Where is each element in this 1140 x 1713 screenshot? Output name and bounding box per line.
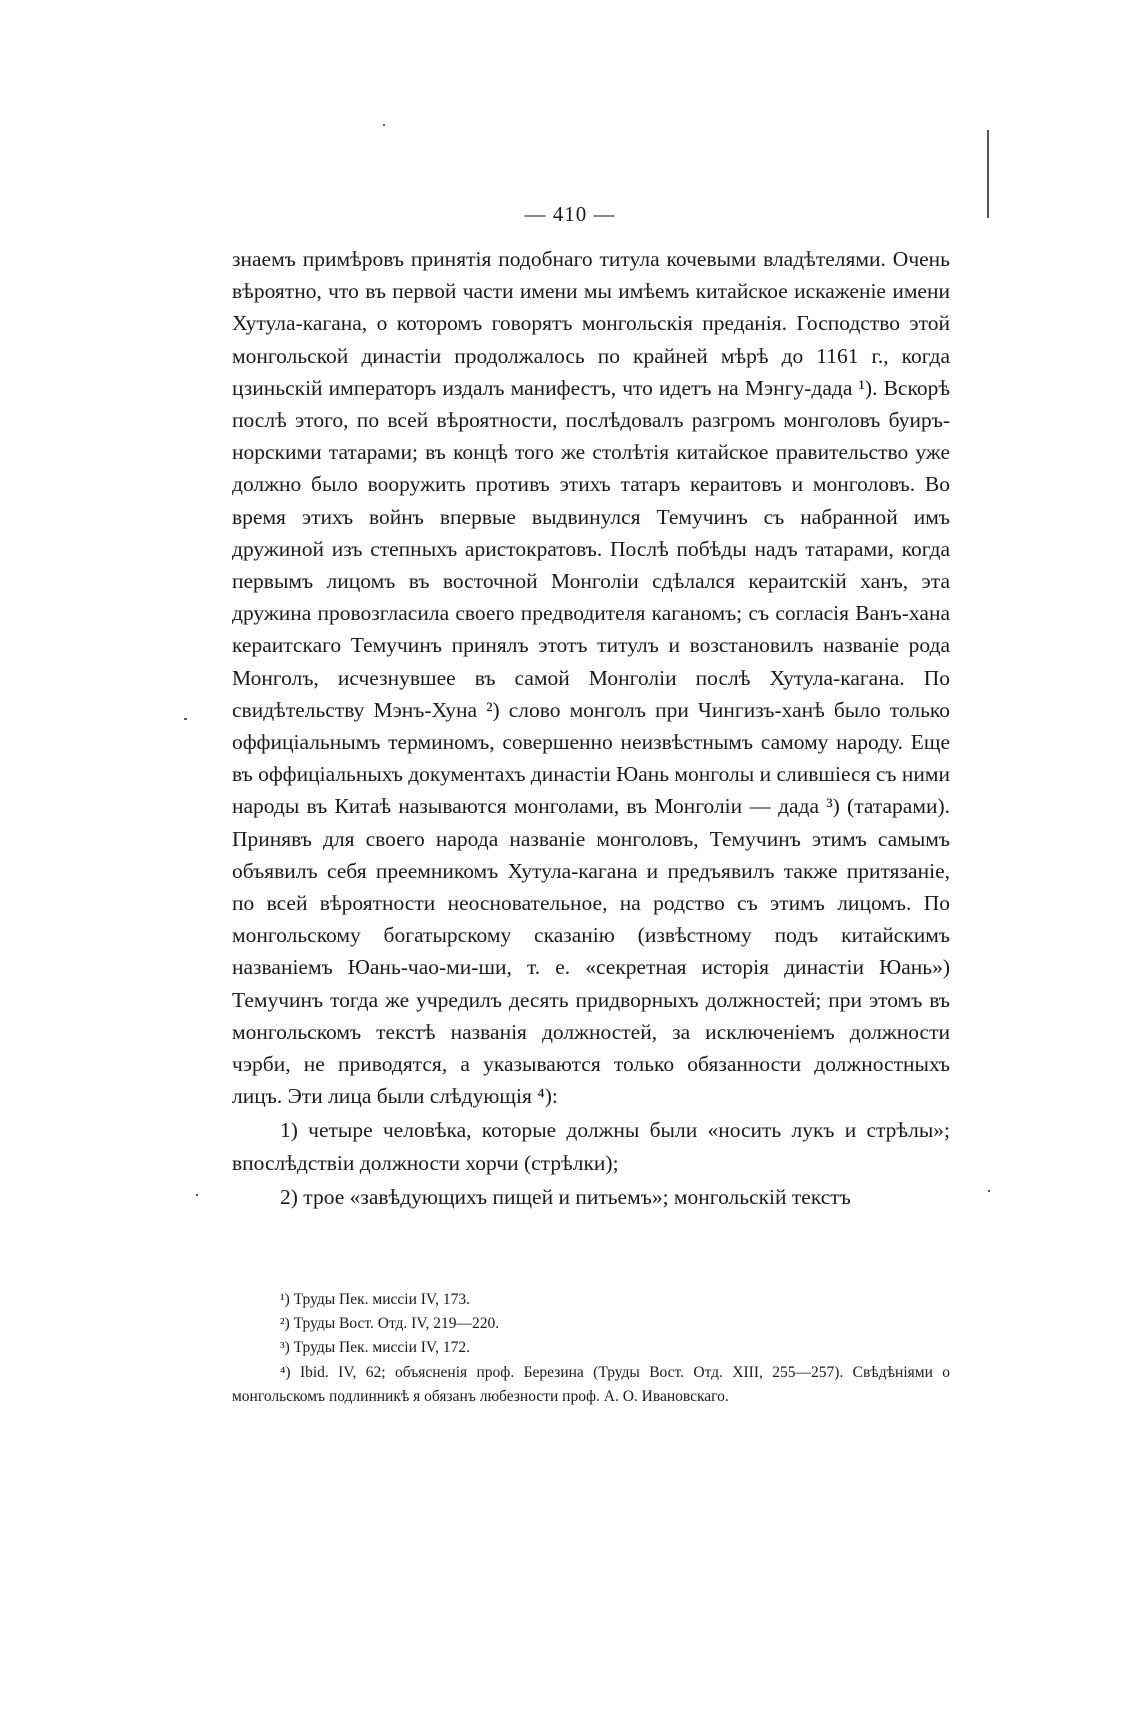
page-number: — 410 — <box>524 202 616 226</box>
footnote: ³) Труды Пек. миссіи IV, 172. <box>280 1339 470 1357</box>
list-item: 1) четыре человѣка, которые должны были «носить лукъ и стрѣлы»; впослѣдствіи должности хорчи (стрѣлки); <box>232 1118 950 1175</box>
list-item: 2) трое «завѣдующихъ пищей и питьемъ»; монгольскій текстъ <box>280 1184 851 1209</box>
footnotes <box>232 1288 950 1409</box>
footnote: ²) Труды Вост. Отд. IV, 219—220. <box>280 1315 500 1333</box>
body-text <box>232 243 950 1213</box>
main-paragraph: знаемъ примѣровъ принятія подобнаго титула кочевыми владѣтелями. Очень вѣроятно, что въ первой части имени мы имѣемъ китайское искаженіе имени Хутула-кагана, о которомъ говорятъ монгольскія преданія. Господство этой монгольской династіи продолжалось по крайней мѣрѣ до 1161 г., когда цзиньскій императоръ издалъ манифестъ, что идетъ на Мэнгу-дада ¹). Вскорѣ послѣ этого, по всей вѣроятности, послѣдовалъ разгромъ монголовъ буиръ-норскими татарами; въ концѣ того же столѣтія китайское правительство уже должно было вооружить противъ этихъ татаръ кераитовъ и монголовъ. Во время этихъ войнъ впервые выдвинулся Темучинъ съ набранной имъ дружиной изъ степныхъ аристократовъ. Послѣ побѣды надъ татарами, когда первымъ лицомъ въ восточной Монголіи сдѣлался кераитскій ханъ, эта дружина провозгласила своего предводителя каганомъ; съ согласія Ванъ-хана кераитскаго Темучинъ принялъ этотъ титулъ и возстановилъ названіе рода Монголъ, исчезнувшее въ самой Монголіи послѣ Хутула-кагана. По свидѣтельству Мэнъ-Хуна ²) слово монголъ при Чингизъ-ханѣ было только оффиціальнымъ терминомъ, совершенно неизвѣстнымъ самому народу. Еще въ оффиціальныхъ документахъ династіи Юань монголы и слившіеся съ ними народы въ Китаѣ называются монголами, въ Монголіи — дада ³) (татарами). Принявъ для своего народа названіе монголовъ, Темучинъ этимъ самымъ объявилъ себя преемникомъ Хутула-кагана и предъявилъ также притязаніе, по всей вѣроятности неосновательное, на родство съ этимъ лицомъ. По монгольскому богатырскому сказанію (извѣстному подъ китайскимъ названіемъ Юань-чао-ми-ши, т. е. «секретная исторія династіи Юань») Темучинъ тогда же учредилъ десять придворныхъ должностей; при этомъ въ монгольскомъ текстѣ названія должностей, за исключеніемъ должности чэрби, не приводятся, а указываются только обязанности должностныхъ лицъ. Эти лица были слѣдующія ⁴): <box>232 247 950 1109</box>
scan-speck <box>196 1194 198 1196</box>
footnote: ⁴) Ibid. IV, 62; объясненія проф. Березина (Труды Вост. Отд. XIII, 255—257). Свѣдѣніями о монгольскомъ подлинникѣ я обязанъ любезности проф. А. О. Ивановскаго. <box>232 1363 950 1405</box>
scan-speck <box>988 1190 990 1192</box>
scan-speck <box>383 124 385 126</box>
scan-speck <box>184 718 187 720</box>
footnote: ¹) Труды Пек. миссіи IV, 173. <box>280 1291 470 1308</box>
